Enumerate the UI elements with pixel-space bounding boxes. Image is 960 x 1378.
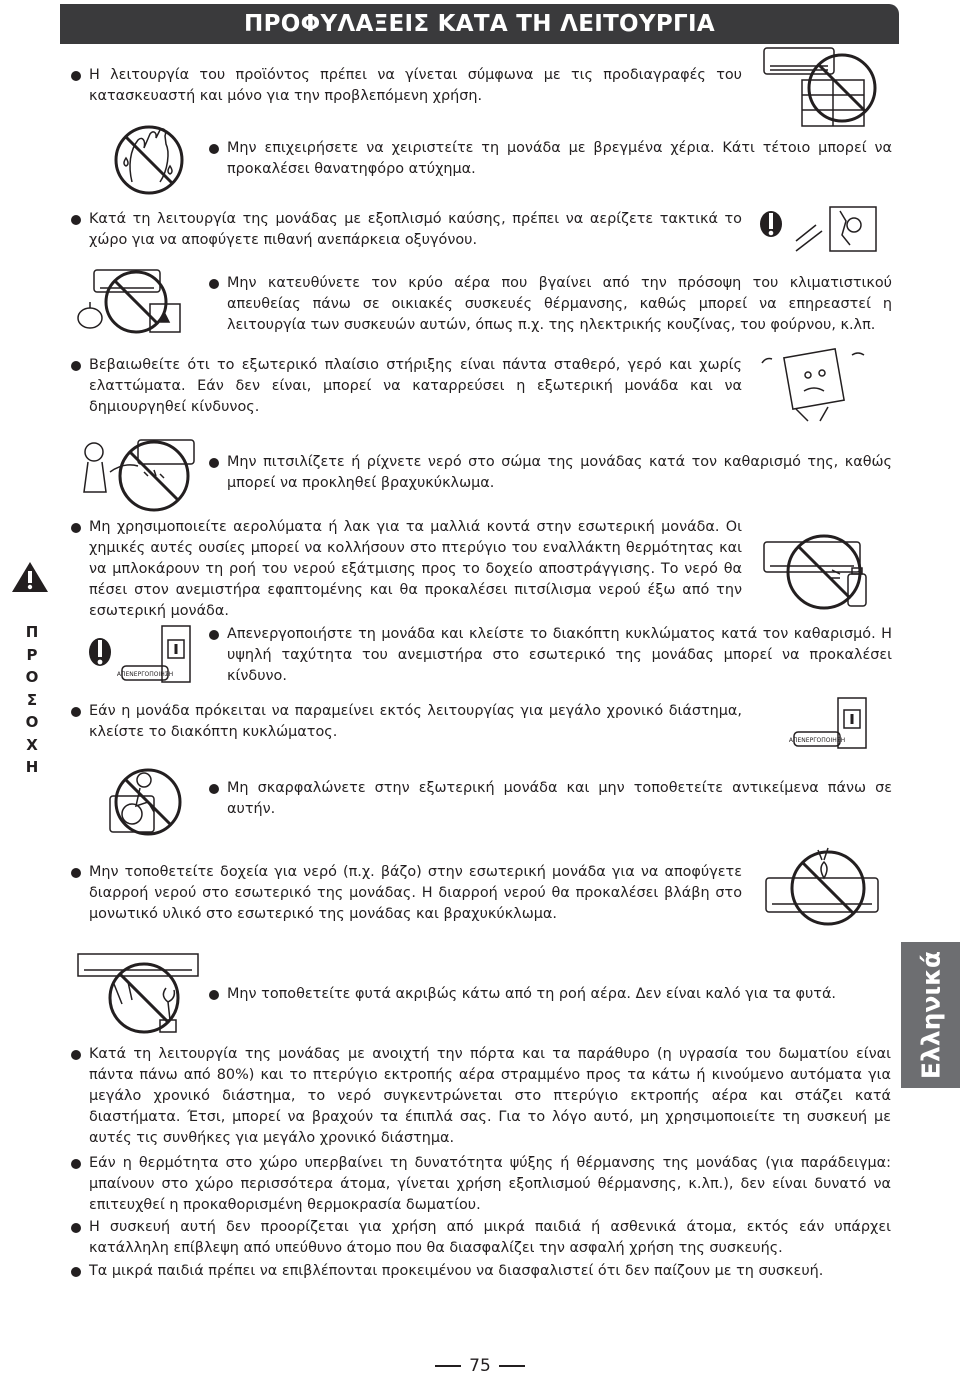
precaution-item: Μην τοποθετείτε φυτά ακριβώς κάτω από τη ροή αέρα. Δεν είναι καλό για τα φυτά. bbox=[227, 984, 892, 1005]
precaution-item: Η συσκευή αυτή δεν προορίζεται για χρήση από μικρά παιδιά ή ασθενικά άτομα, εκτός εάν υπάρχει κατάλληλη επίβλεψη από υπεύθυνο άτομο που θα διασφαλίζει την ασφαλή χρήση της συσκευής. bbox=[89, 1217, 891, 1259]
off-tag: ΑΠΕΝΕΡΓΟΠΟΙΗΣΗ bbox=[788, 737, 846, 744]
bullet bbox=[209, 279, 219, 289]
ventilate-room-illustration bbox=[756, 203, 884, 267]
bullet bbox=[71, 707, 81, 717]
language-tab bbox=[901, 942, 960, 1088]
bullet bbox=[71, 1050, 81, 1060]
water-splash-prohibited-illustration bbox=[74, 432, 200, 514]
precaution-item: Εάν η μονάδα πρόκειται να παραμείνει εκτός λειτουργίας για μεγάλο χρονικό διάστημα, κλείστε το διακόπτη κυκλώματος. bbox=[89, 701, 742, 743]
precaution-item: Βεβαιωθείτε ότι το εξωτερικό πλαίσιο στήριξης είναι πάντα σταθερό, γερό και χωρίς ελαττώματα. Εάν δεν είναι, μπορεί να καταρρεύσει η εξωτερική μονάδα και να δημιουργηθεί κίνδυνος. bbox=[89, 355, 742, 418]
bullet bbox=[71, 71, 81, 81]
bullet bbox=[71, 1159, 81, 1169]
breaker-off-illustration bbox=[84, 620, 208, 692]
bullet bbox=[209, 630, 219, 640]
precaution-item: Τα μικρά παιδιά πρέπει να επιβλέπονται προκειμένου να διασφαλιστεί ότι δεν παίζουν με τη συσκευή. bbox=[89, 1261, 891, 1282]
caution-label: Π Ρ Ο Σ Ο Χ Η bbox=[25, 623, 39, 776]
precaution-item: Μην επιχειρήσετε να χειριστείτε τη μονάδα με βρεγμένα χέρια. Κάτι τέτοιο μπορεί να προκαλέσει θανατηφόρο ατύχημα. bbox=[227, 138, 892, 180]
precaution-item: Μη σκαρφαλώνετε στην εξωτερική μονάδα και μην τοποθετείτε αντικείμενα πάνω σε αυτήν. bbox=[227, 778, 892, 820]
bullet bbox=[209, 144, 219, 154]
breaker-illustration bbox=[788, 694, 876, 754]
plant-prohibited-illustration bbox=[74, 950, 202, 1036]
bullet bbox=[71, 1223, 81, 1233]
precaution-item: Η λειτουργία του προϊόντος πρέπει να γίνεται σύμφωνα με τις προδιαγραφές του κατασκευαστή και μόνο για την προβλεπόμενη χρήση. bbox=[89, 65, 742, 107]
bullet bbox=[209, 990, 219, 1000]
dresser-prohibited-illustration bbox=[758, 44, 882, 128]
page-title: ΠΡΟΦΥΛΑΞΕΙΣ ΚΑΤΑ ΤΗ ΛΕΙΤΟΥΡΓΙΑ bbox=[60, 4, 899, 44]
precaution-item: Μην κατευθύνετε τον κρύο αέρα που βγαίνει από την πρόσοψη του κλιματιστικού απευθείας πάνω σε οικιακές συσκευές θέρμανσης, καθώς μπορεί να επηρεαστεί η λειτουργία των συσκευών αυτών, όπως π.χ. της ηλεκτρικής κουζίνας, του φούρνου, κ.λπ. bbox=[227, 273, 892, 336]
warning-icon bbox=[0, 560, 60, 598]
heater-airflow-prohibited-illustration bbox=[70, 264, 200, 336]
off-tag: ΑΠΕΝΕΡΓΟΠΟΙΗΣΗ bbox=[116, 671, 174, 678]
aerosol-prohibited-illustration bbox=[752, 528, 884, 614]
page-number: 75 bbox=[0, 1356, 960, 1376]
bullet bbox=[71, 523, 81, 533]
bullet bbox=[209, 458, 219, 468]
precaution-item: Μη χρησιμοποιείτε αερολύματα ή λακ για τα μαλλιά κοντά στην εσωτερική μονάδα. Οι χημικές αυτές ουσίες μπορεί να κολλήσουν στο πτερύγιο του εναλλάκτη θερμότητας και να μπλοκάρουν τη ροή του νερού εξάτμισης προς το δοχείο αποστράγγισης. Το νερό θα πέσει στον ανεμιστήρα εφαπτομένης και θα προκαλέσει πιτσίλισμα νερού έξω από την εσωτερική μονάδα. bbox=[89, 517, 742, 622]
language-tab-label: Ελληνικά bbox=[916, 950, 945, 1080]
wet-hands-prohibited-illustration bbox=[110, 122, 188, 198]
precaution-item: Εάν η θερμότητα στο χώρο υπερβαίνει τη δυνατότητα ψύξης ή θέρμανσης της μονάδας (για παράδειγμα: μπαίνουν στο χώρο περισσότερα άτομα, γίνεται χρήση εξοπλισμού θέρμανσης, κ.λπ.), δεν είναι δυνατό να επιτευχθεί η προκαθορισμένη θερμοκρασία δωματίου. bbox=[89, 1153, 891, 1216]
climbing-prohibited-illustration bbox=[104, 766, 194, 838]
precaution-item: Απενεργοποιήστε τη μονάδα και κλείστε το διακόπτη κυκλώματος κατά τον καθαρισμό. Η υψηλή ταχύτητα του ανεμιστήρα στο εσωτερικό της μονάδας μπορεί να προκαλέσει κίνδυνο. bbox=[227, 624, 892, 687]
precaution-item: Μην πιτσιλίζετε ή ρίχνετε νερό στο σώμα της μονάδας κατά τον καθαρισμό της, καθώς μπορεί να προκληθεί βραχυκύκλωμα. bbox=[227, 452, 892, 494]
vase-prohibited-illustration bbox=[758, 844, 886, 928]
bullet bbox=[71, 361, 81, 371]
bullet bbox=[209, 784, 219, 794]
bullet bbox=[71, 215, 81, 225]
outdoor-frame-illustration bbox=[756, 343, 880, 423]
precaution-item: Μην τοποθετείτε δοχεία για νερό (π.χ. βάζο) στην εσωτερική μονάδα για να αποφύγετε διαρροή νερού στο εσωτερικό της μονάδας. Η διαρροή νερού θα προκαλέσει βλάβη στο μονωτικό υλικό στο εσωτερικό της μονάδας και βραχυκύκλωμα. bbox=[89, 862, 742, 925]
precaution-item: Κατά τη λειτουργία της μονάδας με εξοπλισμό καύσης, πρέπει να αερίζετε τακτικά το χώρο για να αποφύγετε πιθανή ανεπάρκεια οξυγόνου. bbox=[89, 209, 742, 251]
bullet bbox=[71, 868, 81, 878]
bullet bbox=[71, 1267, 81, 1277]
precaution-item: Κατά τη λειτουργία της μονάδας με ανοιχτή την πόρτα και τα παράθυρο (η υγρασία του δωματίου είναι πάντα πάνω από 80%) και το πτερύγιο εκτροπής αέρα στραμμένο προς τα κάτω ή κινούμενο αυτόματα για μεγάλο χρονικό διάστημα, το νερό συγκεντρώνεται στο πτερύγιο εκτροπής αέρα και στάζει κατά διαστήματα. Έτσι, μπορεί να βραχούν τα έπιπλά σας. Για το λόγο αυτό, μη χρησιμοποιείτε τη συσκευή με αυτές τις συνθήκες για μεγάλο χρονικό διάστημα. bbox=[89, 1044, 891, 1149]
